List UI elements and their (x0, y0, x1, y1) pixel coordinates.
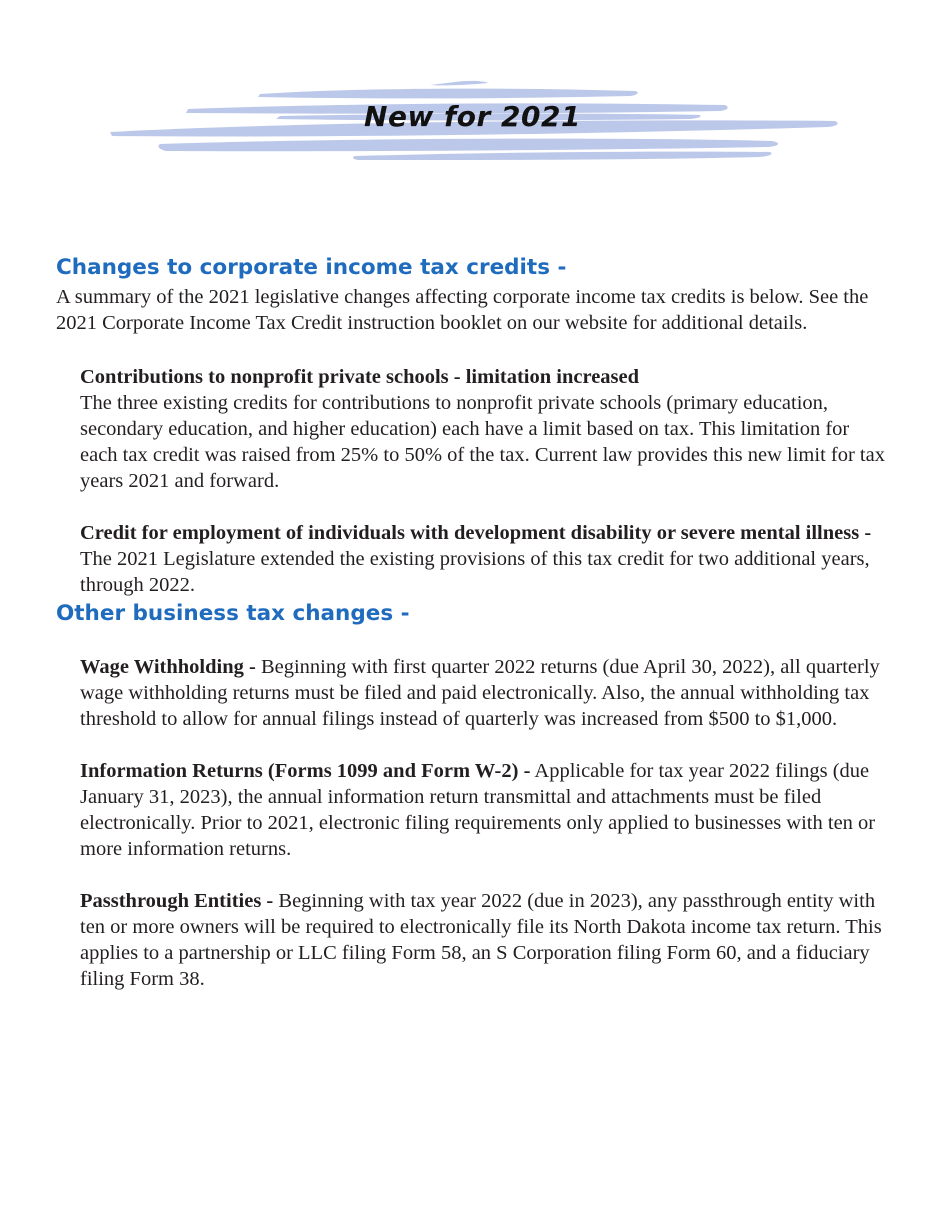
brush-stroke (430, 81, 488, 85)
brush-stroke (158, 139, 778, 152)
business-section-heading: Other business tax changes - (56, 601, 410, 626)
item-title: Passthrough Entities - (80, 890, 274, 912)
corporate-item-employment-credit (80, 520, 890, 598)
item-body: The three existing credits for contributions to nonprofit private schools (primary education, secondary education, and higher education) each have a limit based on tax. This limitation for each tax credit was raised from 25% to 50% of the tax. Current law provides this new limit for tax years 2021 and forward. (80, 392, 885, 492)
item-body: Beginning with first quarter 2022 returns (due April 30, 2022), all quarterly wage withholding returns must be filed and paid electronically. Also, the annual withholding tax threshold to allow for annual filings instead of quarterly was increased from $500 to $1,000. (80, 656, 880, 730)
corporate-item-private-schools (80, 364, 890, 494)
item-title: Contributions to nonprofit private schools - limitation increased (80, 366, 640, 388)
brush-stroke (353, 152, 772, 160)
main-content (56, 252, 896, 992)
banner (100, 72, 845, 167)
item-body: The 2021 Legislature extended the existing provisions of this tax credit for two additional years, through 2022. (80, 548, 870, 596)
item-body: Applicable for tax year 2022 filings (due January 31, 2023), the annual information return transmittal and attachments must be filed electronically. Prior to 2021, electronic filing requirements only applied to businesses with ten or more information returns. (80, 760, 876, 860)
item-paragraph (80, 758, 890, 862)
item-title: Credit for employment of individuals with development disability or severe mental illness - (80, 522, 872, 544)
banner-title: New for 2021 (364, 100, 581, 133)
item-title: Wage Withholding - (80, 656, 256, 678)
item-body: Beginning with tax year 2022 (due in 2023), any passthrough entity with ten or more owners will be required to electronically file its North Dakota income tax return. This applies to a partnership or LLC filing Form 58, an S Corporation filing Form 60, and a fiduciary filing Form 38. (80, 890, 882, 990)
business-item-wage-withholding (80, 654, 890, 732)
item-paragraph (80, 654, 890, 732)
business-item-passthrough-entities (80, 888, 890, 992)
brush-stroke (258, 89, 638, 99)
item-title: Information Returns (Forms 1099 and Form W-2) - (80, 760, 531, 782)
item-paragraph (80, 888, 890, 992)
corporate-section-heading: Changes to corporate income tax credits - (56, 255, 567, 280)
business-item-information-returns (80, 758, 890, 862)
corporate-section-intro: A summary of the 2021 legislative changes affecting corporate income tax credits is below. See the 2021 Corporate Income Tax Credit instruction booklet on our website for additional details. (56, 286, 869, 334)
